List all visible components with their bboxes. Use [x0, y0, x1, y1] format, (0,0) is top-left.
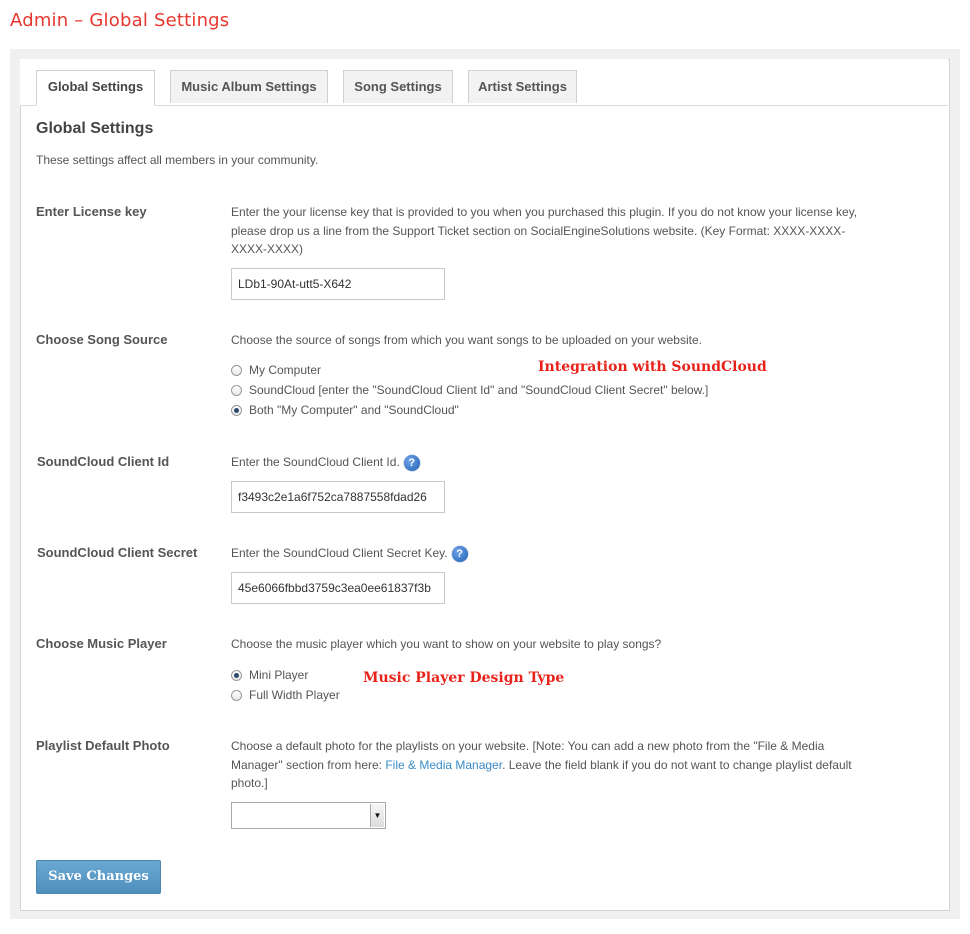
tab-artist-settings[interactable]: Artist Settings — [468, 70, 577, 103]
radio-button[interactable] — [231, 385, 242, 396]
client-secret-input[interactable] — [231, 572, 445, 604]
client-id-description: Enter the SoundCloud Client Id. — [231, 455, 400, 469]
option-label: Mini Player — [249, 668, 309, 682]
client-id-input[interactable] — [231, 481, 445, 513]
music-player-annotation: Music Player Design Type — [363, 670, 565, 686]
description-text: Choose a default photo for the playlists on your website. [Note: You can add a new photo from the "File & Media Manager" section from here: — [231, 739, 825, 772]
radio-button[interactable] — [231, 690, 242, 701]
playlist-photo-description — [231, 737, 871, 793]
option-label: My Computer — [249, 363, 322, 377]
help-icon[interactable]: ? — [404, 455, 420, 471]
section-description: These settings affect all members in your community. — [36, 153, 319, 167]
music-player-option-full-width[interactable] — [231, 688, 340, 702]
section-title: Global Settings — [36, 120, 154, 137]
license-key-input[interactable] — [231, 268, 445, 300]
client-id-description-row — [231, 453, 871, 472]
radio-button[interactable] — [231, 365, 242, 376]
music-player-option-mini[interactable] — [231, 668, 308, 682]
music-player-label: Choose Music Player — [36, 636, 167, 651]
license-key-description: Enter the your license key that is provided to you when you purchased this plugin. If you do not know your license key, please drop us a line from the Support Ticket section on SocialEngineSolutions website. (Key Format: XXXX-XXXX-XXXX-XXXX) — [231, 205, 858, 256]
option-label: Both "My Computer" and "SoundCloud" — [249, 403, 459, 417]
tab-global-settings[interactable]: Global Settings — [36, 70, 155, 106]
tab-music-album-settings[interactable]: Music Album Settings — [170, 70, 328, 103]
help-icon[interactable]: ? — [452, 546, 468, 562]
radio-button-selected[interactable] — [231, 405, 242, 416]
file-media-manager-link[interactable]: File & Media Manager — [385, 757, 503, 772]
page-title: Admin – Global Settings — [10, 10, 230, 31]
save-changes-button[interactable]: Save Changes — [36, 860, 161, 894]
song-source-option-soundcloud[interactable] — [231, 383, 708, 397]
tab-song-settings[interactable]: Song Settings — [343, 70, 453, 103]
music-player-description: Choose the music player which you want to show on your website to play songs? — [231, 637, 662, 651]
radio-button-selected[interactable] — [231, 670, 242, 681]
song-source-option-both[interactable] — [231, 403, 459, 417]
option-label: SoundCloud [enter the "SoundCloud Client Id" and "SoundCloud Client Secret" below.] — [249, 383, 709, 397]
description-text: . Leave the field blank if you do not want to change playlist default photo.] — [231, 757, 852, 790]
chevron-down-icon[interactable]: ▼ — [370, 804, 384, 827]
client-secret-description-row — [231, 544, 871, 563]
license-key-label: Enter License key — [36, 204, 147, 219]
playlist-photo-label: Playlist Default Photo — [36, 738, 170, 753]
client-id-label: SoundCloud Client Id — [37, 454, 170, 469]
soundcloud-integration-annotation: Integration with SoundCloud — [538, 359, 767, 375]
option-label: Full Width Player — [249, 688, 340, 702]
song-source-description: Choose the source of songs from which you want songs to be uploaded on your website. — [231, 333, 702, 347]
client-secret-label: SoundCloud Client Secret — [37, 545, 198, 560]
song-source-option-my-computer[interactable] — [231, 363, 321, 377]
playlist-photo-select[interactable] — [231, 802, 386, 829]
client-secret-description: Enter the SoundCloud Client Secret Key. — [231, 546, 448, 560]
song-source-label: Choose Song Source — [36, 332, 168, 347]
